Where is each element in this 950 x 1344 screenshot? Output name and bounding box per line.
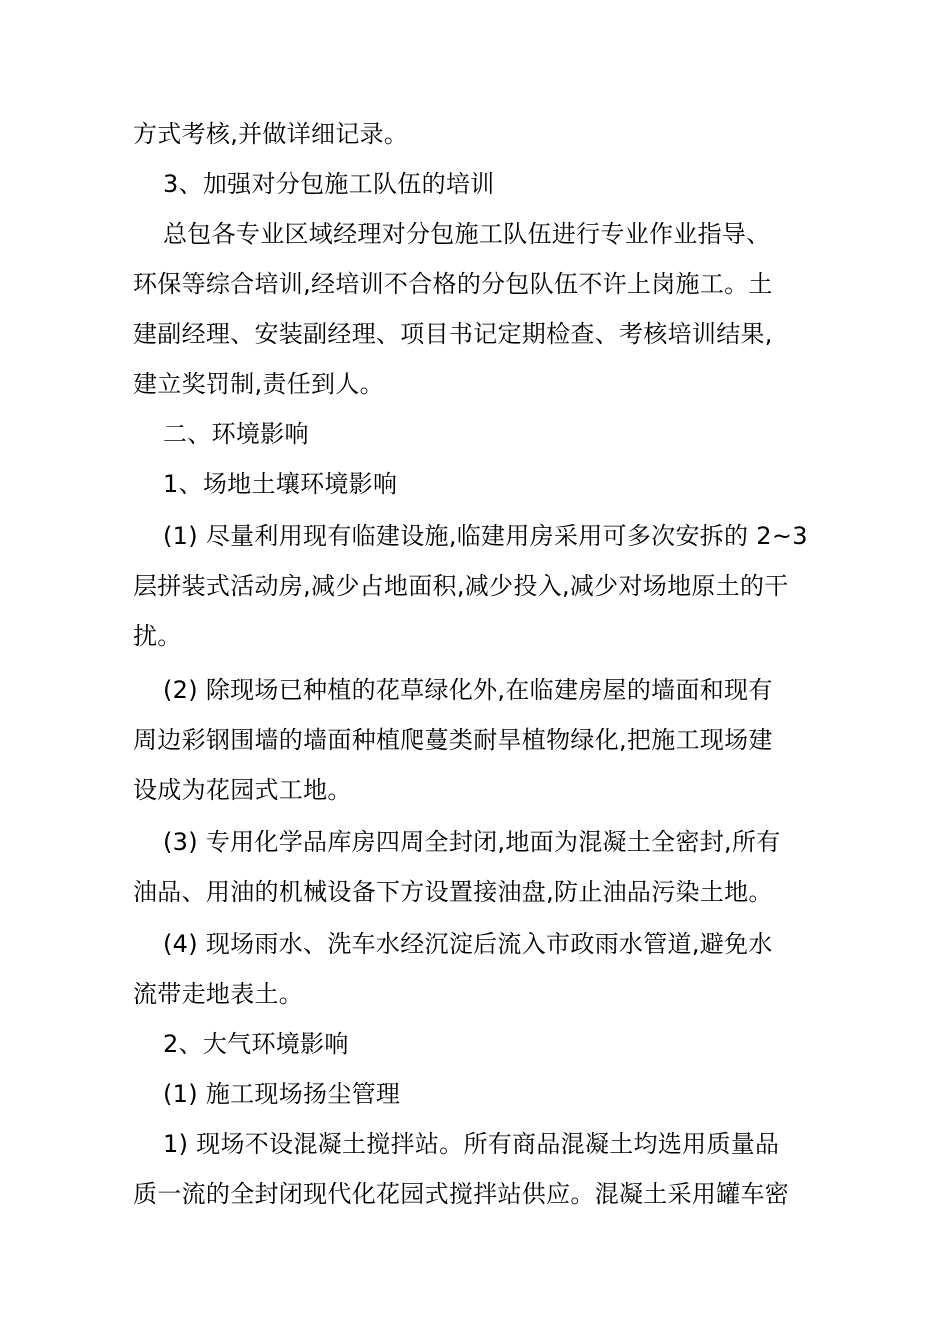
text-line: 扰。 [133,622,182,650]
list-item: 1) 现场不设混凝土搅拌站。所有商品混凝土均选用质量品 [163,1130,780,1158]
list-item: (1) 施工现场扬尘管理 [163,1080,401,1108]
list-item: (3) 专用化学品库房四周全封闭,地面为混凝土全密封,所有 [163,828,781,856]
text-line: 流带走地表土。 [133,980,304,1008]
text-line: 层拼装式活动房,减少占地面积,减少投入,减少对场地原土的干 [133,572,789,600]
text-line: 建副经理、安装副经理、项目书记定期检查、考核培训结果, [133,320,773,348]
text-line: 设成为花园式工地。 [133,776,352,804]
list-item: (1) 尽量利用现有临建设施,临建用房采用可多次安拆的 2~3 [163,522,808,550]
list-item: (2) 除现场已种植的花草绿化外,在临建房屋的墙面和现有 [163,676,773,704]
list-item: (4) 现场雨水、洗车水经沉淀后流入市政雨水管道,避免水 [163,930,773,958]
section-heading: 1、场地土壤环境影响 [163,470,398,498]
section-heading: 二、环境影响 [163,420,309,448]
section-heading: 2、大气环境影响 [163,1030,349,1058]
text-line: 总包各专业区域经理对分包施工队伍进行专业作业指导、 [163,220,771,248]
text-line: 建立奖罚制,责任到人。 [133,370,384,398]
section-heading: 3、加强对分包施工队伍的培训 [163,170,495,198]
text-line: 周边彩钢围墙的墙面种植爬蔓类耐旱植物绿化,把施工现场建 [133,726,773,754]
text-line: 油品、用油的机械设备下方设置接油盘,防止油品污染土地。 [133,878,773,906]
text-line: 质一流的全封闭现代化花园式搅拌站供应。混凝土采用罐车密 [133,1180,790,1208]
text-line: 方式考核,并做详细记录。 [133,120,409,148]
text-line: 环保等综合培训,经培训不合格的分包队伍不许上岗施工。土 [133,270,773,298]
